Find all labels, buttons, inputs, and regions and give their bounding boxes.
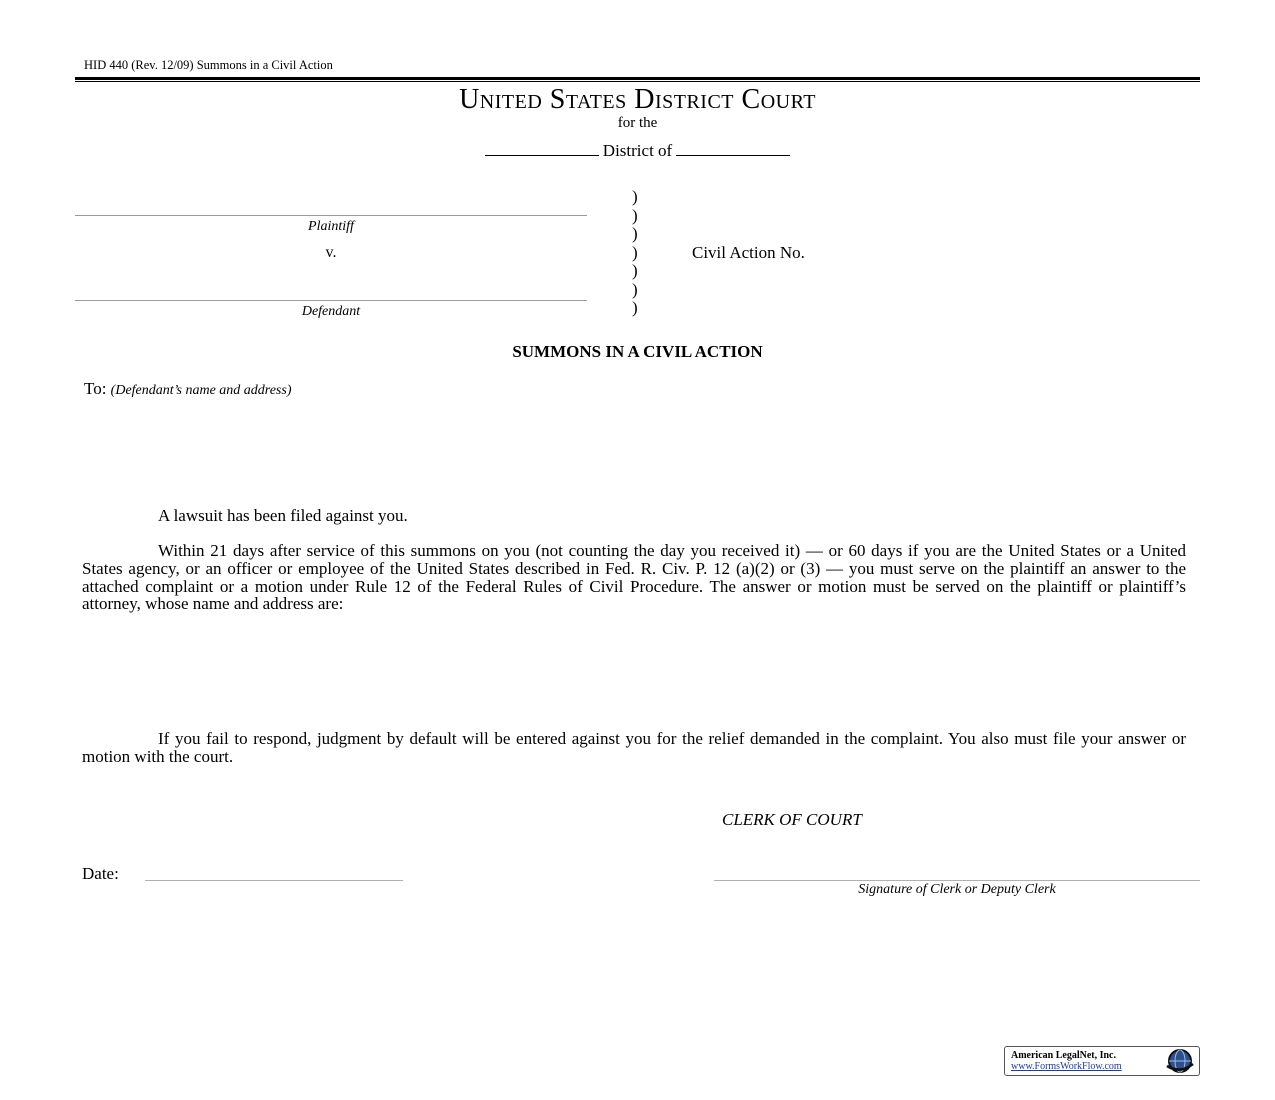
badge-company: American LegalNet, Inc.	[1011, 1050, 1116, 1061]
district-label: District of	[602, 141, 673, 160]
date-label: Date:	[82, 864, 119, 883]
plaintiff-line[interactable]	[75, 215, 587, 216]
for-the-label: for the	[617, 115, 658, 131]
defendant-line[interactable]	[75, 300, 587, 301]
forms-workflow-badge[interactable]	[1004, 1046, 1200, 1076]
globe-logo-icon	[1163, 1048, 1197, 1074]
to-hint: (Defendant’s name and address)	[110, 383, 292, 398]
lawsuit-paragraph: A lawsuit has been filed against you.	[158, 506, 408, 525]
to-label: To:	[84, 379, 107, 398]
form-id: HID 440 (Rev. 12/09) Summons in a Civil Action	[84, 58, 333, 72]
district-blank-right[interactable]	[676, 141, 790, 156]
civil-action-label: Civil Action No.	[692, 243, 805, 262]
signature-label: Signature of Clerk or Deputy Clerk	[858, 882, 1056, 897]
court-title: United States District Court	[459, 84, 816, 115]
versus-label: v.	[325, 244, 337, 261]
district-blank-left[interactable]	[485, 141, 599, 156]
default-judgment-paragraph: If you fail to respond, judgment by default will be entered against you for the relief demanded in the complaint. You also must file your answer or motion with the court.	[82, 729, 1186, 766]
signature-line[interactable]	[714, 880, 1200, 881]
date-field-line[interactable]	[145, 880, 403, 881]
caption-parens: ) ) ) ) ) ) )	[632, 187, 638, 317]
defendant-label: Defendant	[301, 304, 361, 319]
plaintiff-label: Plaintiff	[308, 219, 354, 234]
clerk-of-court-label: CLERK OF COURT	[722, 810, 862, 829]
district-line	[0, 141, 1275, 161]
header-rule-thick	[75, 77, 1200, 80]
header-rule-thin	[75, 81, 1200, 82]
badge-url-link[interactable]: www.FormsWorkFlow.com	[1011, 1061, 1122, 1072]
response-deadline-paragraph: Within 21 days after service of this summons on you (not counting the day you received it) — or 60 days if you are the United States or a United States agency, or an officer or employee of the United States described in Fed. R. Civ. P. 12 (a)(2) or (3) — you must serve on the plaintiff an answer to the attached complaint or a motion under Rule 12 of the Federal Rules of Civil Procedure. The answer or motion must be served on the plaintiff or plaintiff’s attorney, whose name and address are:	[82, 541, 1186, 614]
to-line	[84, 379, 291, 399]
summons-heading: SUMMONS IN A CIVIL ACTION	[512, 342, 763, 361]
